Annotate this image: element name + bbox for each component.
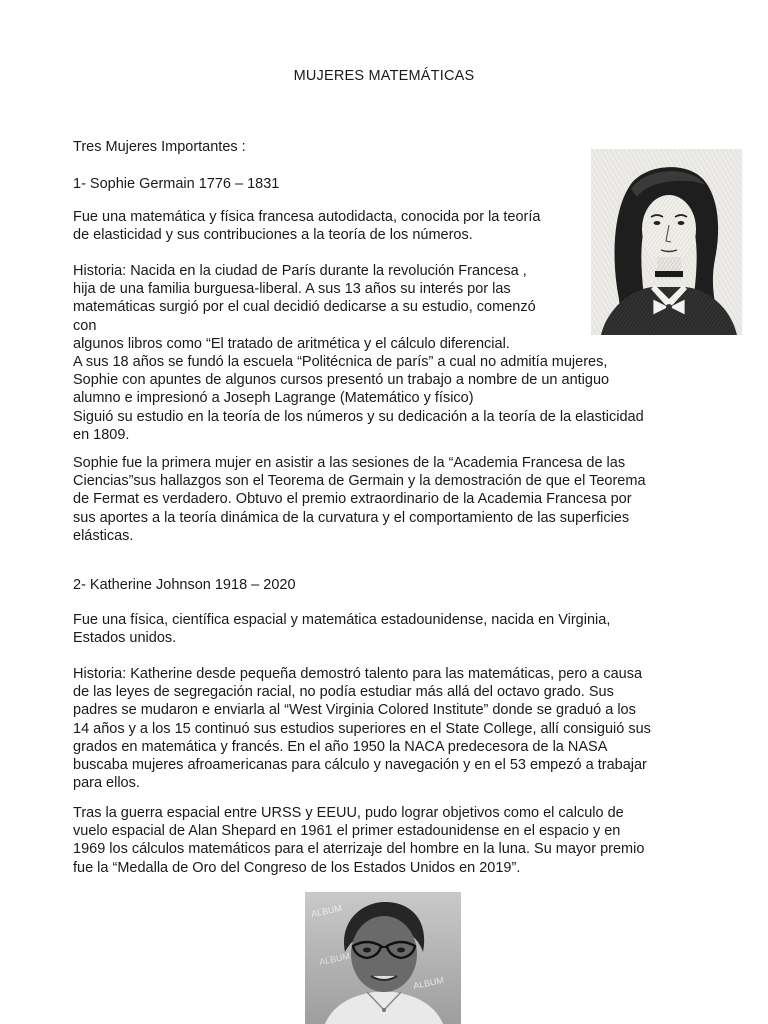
- text-line: con: [73, 317, 97, 334]
- text-line: Tras la guerra espacial entre URSS y EEUU, pudo lograr objetivos como el calculo de: [73, 805, 624, 821]
- text-line: padres se mudaron e enviarla al “West Virginia Colored Institute” donde se graduó a los: [73, 702, 636, 719]
- portrait-engraving-icon: [591, 149, 742, 335]
- text-line: fue la “Medalla de Oro del Congreso de los Estados Unidos en 2019”.: [73, 859, 521, 876]
- text-line: grados en matemática y francés. En el año 1950 la NACA predecesora de la NASA: [73, 738, 608, 755]
- text-line: vuelo espacial de Alan Shepard en 1961 el primer estadounidense en el espacio y en: [73, 823, 621, 840]
- text-line: A sus 18 años se fundó la escuela “Politécnica de parís” a cual no admitía mujeres,: [73, 354, 608, 371]
- text-line: sus aportes a la teoría dinámica de la curvatura y el comportamiento de las superficies: [73, 509, 630, 526]
- katherine-description: [73, 611, 718, 647]
- watermark-text: ALBUM: [318, 950, 351, 968]
- text-line: de Fermat es verdadero. Obtuvo el premio extraordinario de la Academia Francesa por: [73, 491, 632, 508]
- text-line: de las leyes de segregación racial, no podía estudiar más allá del octavo grado. Sus: [73, 684, 614, 701]
- katherine-heading: 2- Katherine Johnson 1918 – 2020: [73, 577, 296, 593]
- watermark-text: ALBUM: [310, 902, 343, 920]
- text-line: 14 años y a los 15 continuó sus estudios superiores en el State College, allí consiguió sus: [73, 720, 651, 737]
- text-line: alumno e impresionó a Joseph Lagrange (Matemático y físico): [73, 390, 474, 407]
- sophie-academia: [73, 454, 718, 545]
- intro-text: Tres Mujeres Importantes :: [73, 139, 246, 155]
- katherine-historia: [73, 665, 718, 792]
- sophie-heading: 1- Sophie Germain 1776 – 1831: [73, 176, 280, 192]
- sophie-germain-portrait: [591, 149, 742, 335]
- text-line: Siguió su estudio en la teoría de los números y su dedicación a la teoría de la elasticidad: [73, 408, 644, 425]
- text-line: Fue una matemática y física francesa autodidacta, conocida por la teoría: [73, 209, 541, 225]
- page-title: MUJERES MATEMÁTICAS: [293, 68, 475, 84]
- text-line: Ciencias”sus hallazgos son el Teorema de Germain y la demostración de que el Teorema: [73, 473, 646, 490]
- text-line: de elasticidad y sus contribuciones a la teoría de los números.: [73, 227, 473, 244]
- text-line: para ellos.: [73, 775, 140, 792]
- text-line: Sophie con apuntes de algunos cursos presentó un trabajo a nombre de un antiguo: [73, 372, 610, 389]
- katherine-johnson-photo: [305, 892, 461, 1024]
- text-line: Fue una física, científica espacial y matemática estadounidense, nacida en Virginia,: [73, 612, 611, 628]
- text-line: hija de una familia burguesa-liberal. A sus 13 años su interés por las: [73, 281, 511, 298]
- text-line: 1969 los cálculos matemáticos para el aterrizaje del hombre en la luna. Su mayor premio: [73, 841, 645, 858]
- text-line: Historia: Katherine desde pequeña demostró talento para las matemáticas, pero a causa: [73, 666, 643, 682]
- text-line: Estados unidos.: [73, 630, 177, 647]
- text-line: buscaba mujeres afroamericanas para cálculo y navegación y en el 53 empezó a trabajar: [73, 757, 647, 774]
- text-line: en 1809.: [73, 426, 130, 443]
- text-line: matemáticas surgió por el cual decidió dedicarse a su estudio, comenzó: [73, 299, 536, 316]
- text-line: Sophie fue la primera mujer en asistir a las sesiones de la “Academia Francesa de las: [73, 455, 626, 471]
- text-line: algunos libros como “El tratado de aritmética y el cálculo diferencial.: [73, 335, 510, 352]
- katherine-logros: [73, 804, 718, 877]
- watermark-text: ALBUM: [412, 974, 445, 992]
- text-line: elásticas.: [73, 527, 134, 544]
- text-line: Historia: Nacida en la ciudad de París durante la revolución Francesa ,: [73, 263, 527, 279]
